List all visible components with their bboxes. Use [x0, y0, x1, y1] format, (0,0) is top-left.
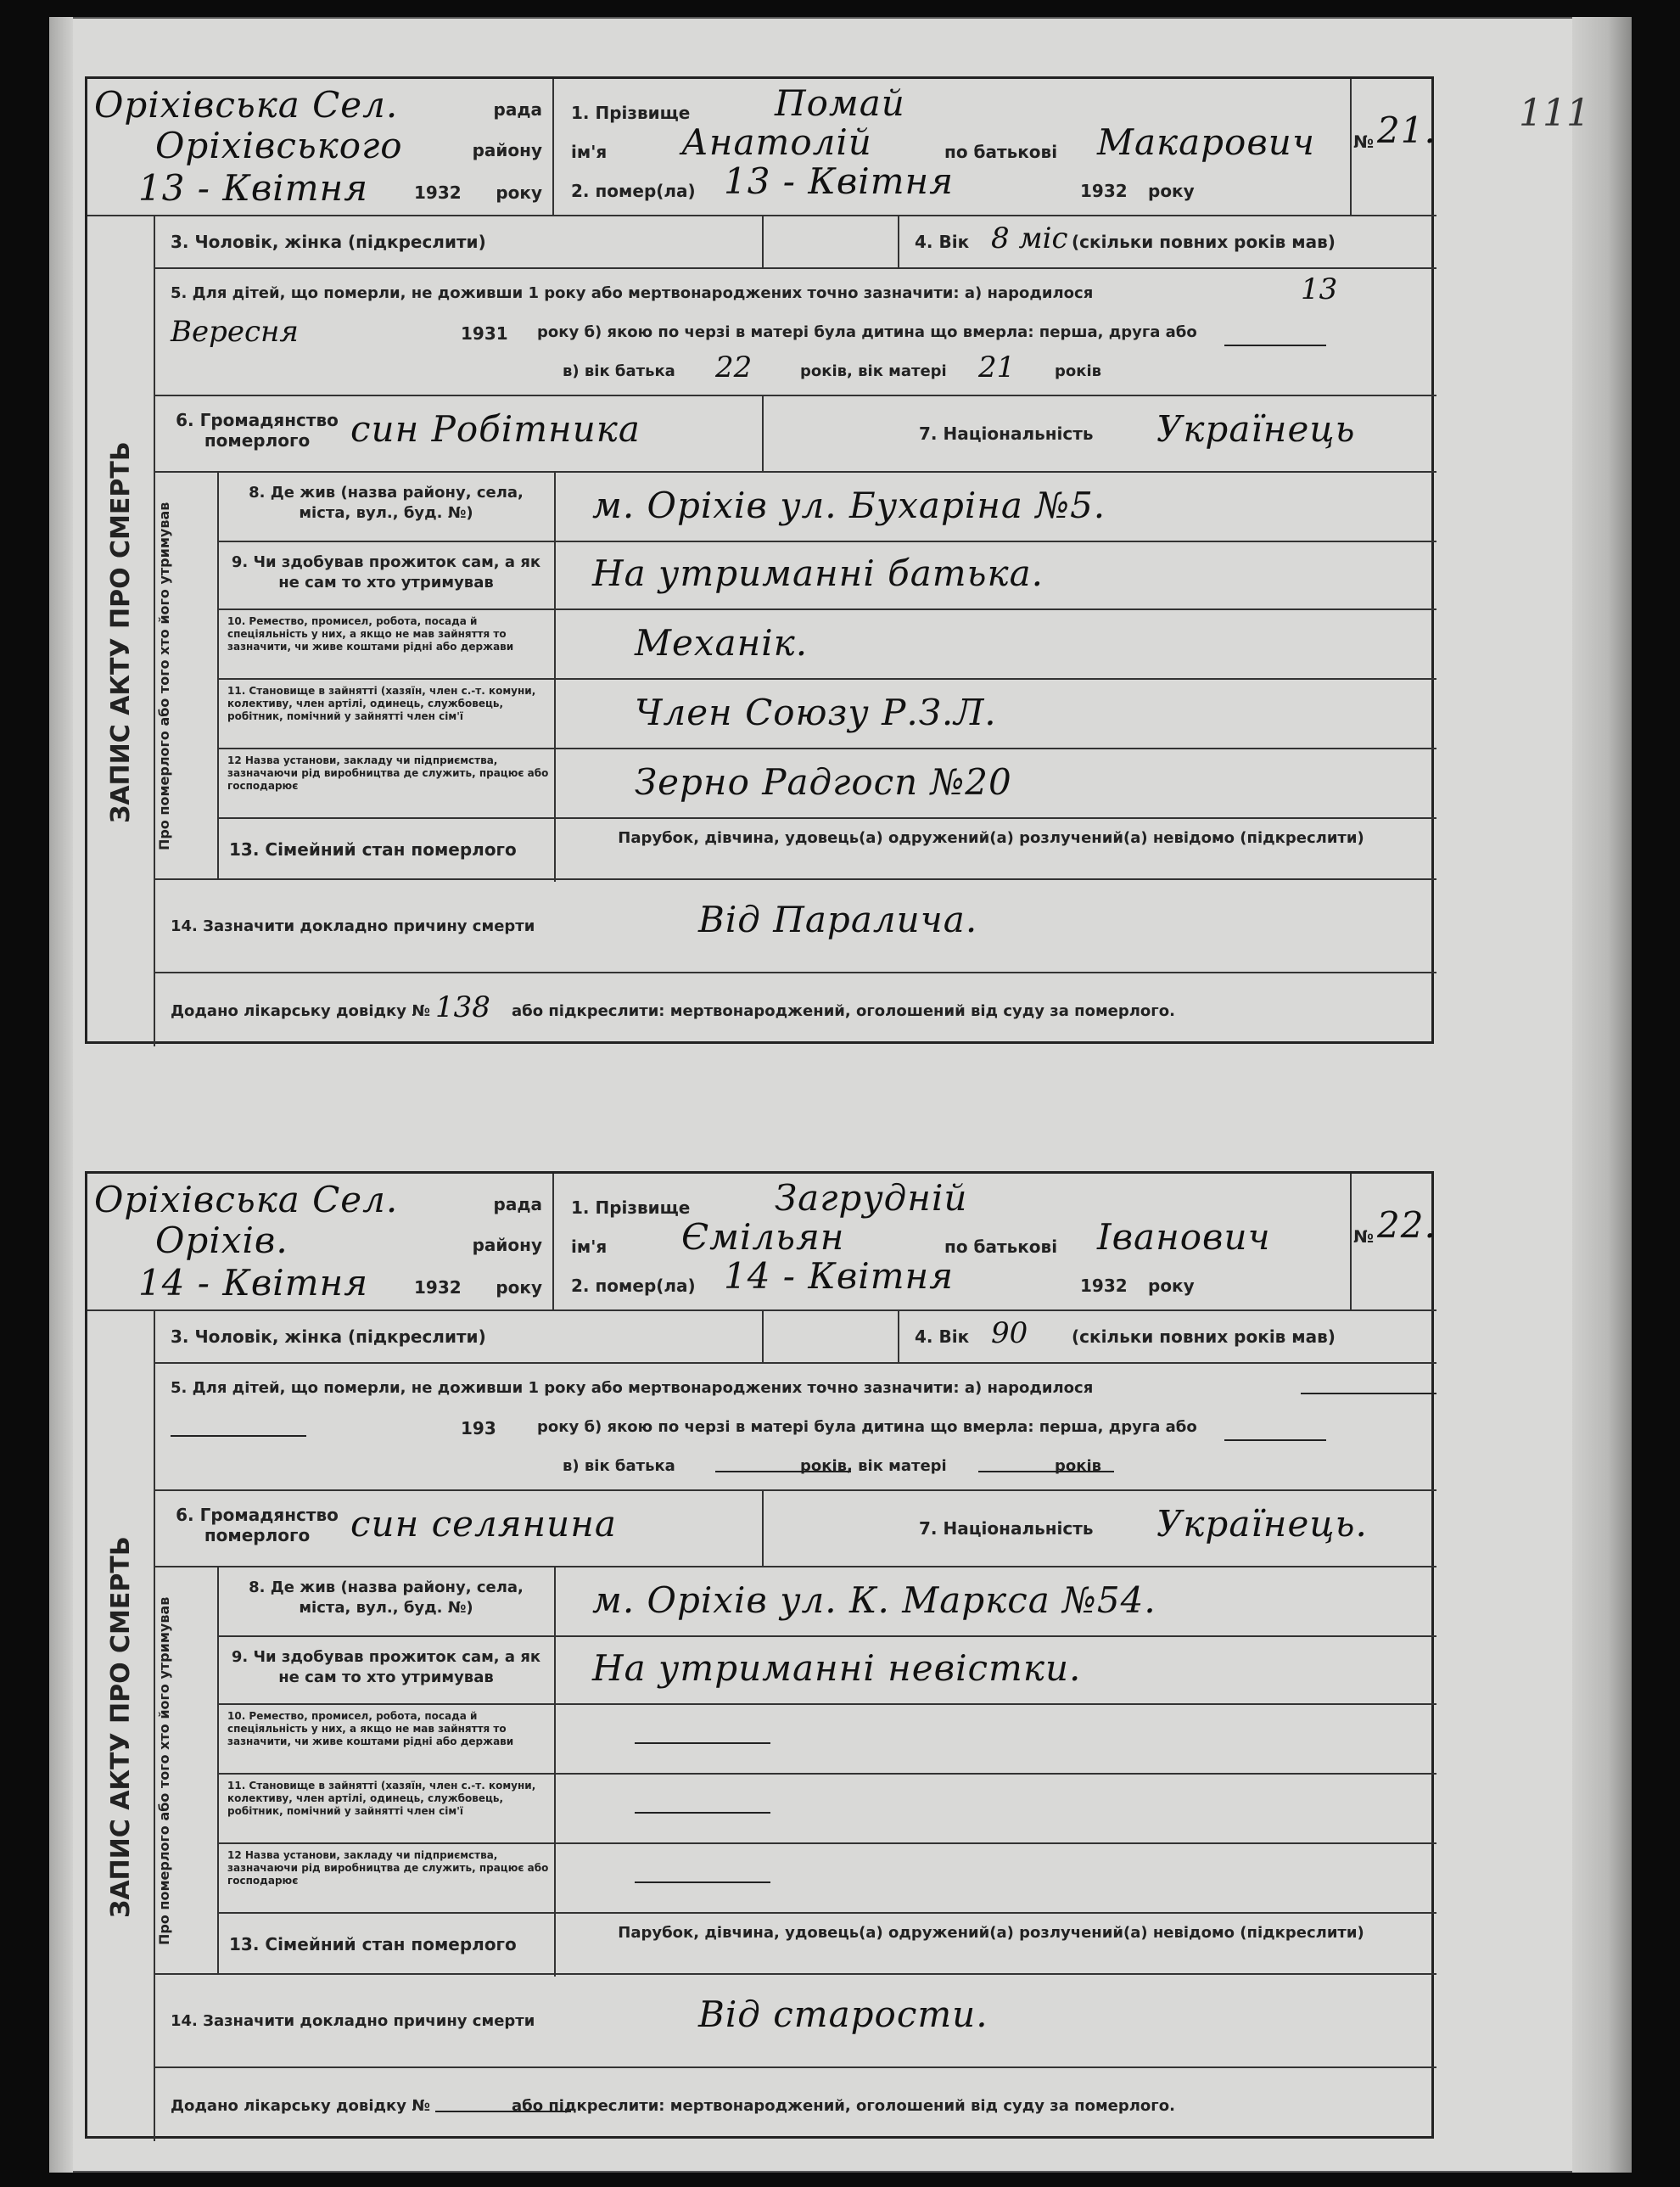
q11-label: 11. Становище в зайнятті (хазяїн, член с.-т. комуни, колективу, член артілі, одинець, службовець, робітник, помічний у зайнятті член сім'ї — [227, 1780, 536, 1817]
age-value: 8 міс — [991, 222, 1068, 255]
died-year-suffix: року — [1148, 181, 1195, 201]
name-label: ім'я — [571, 1236, 608, 1257]
sex-label: 3. Чоловік, жінка (підкреслити) — [171, 232, 486, 252]
citizenship-value: син селянина — [350, 1503, 617, 1545]
sex-label: 3. Чоловік, жінка (підкреслити) — [171, 1326, 486, 1347]
registration-year: 1932 — [414, 182, 462, 203]
sub-side-label: Про померлого або того хто його утримував — [156, 1596, 172, 1946]
q11-label: 11. Становище в зайнятті (хазяїн, член с.-т. комуни, колективу, член артілі, одинець, службовець, робітник, помічний у зайнятті член сім'ї — [227, 685, 536, 722]
registration-date: 13 - Квітня — [138, 167, 369, 209]
nationality-label: 7. Національність — [919, 1518, 1094, 1539]
death-record — [85, 76, 1434, 1044]
record-number: 21. — [1377, 109, 1436, 151]
age-suffix: (скільки повних років мав) — [1072, 1326, 1336, 1347]
q13-label: 13. Сімейний стан померлого — [229, 1934, 517, 1954]
died-date-value: 14 - Квітня — [724, 1255, 955, 1297]
registration-year: 1932 — [414, 1277, 462, 1298]
registration-year-suffix: року — [496, 1277, 542, 1298]
header-main — [554, 1174, 1352, 1309]
district-suffix: району — [472, 140, 542, 160]
cert-number: 138 — [435, 990, 490, 1024]
died-year: 1932 — [1080, 181, 1128, 201]
age-label: 4. Вік — [915, 1326, 970, 1347]
died-year-suffix: року — [1148, 1276, 1195, 1296]
nationality-value: Українець. — [1156, 1503, 1368, 1545]
row-sex-age — [155, 1311, 1436, 1362]
born-year: 1931 — [461, 323, 508, 344]
children-line2: року б) якою по черзі в матері була дитина що вмерла: перша, друга або — [537, 323, 1197, 341]
age-suffix: (скільки повних років мав) — [1072, 232, 1336, 252]
citizenship-label: 6. Громадянство померлого — [176, 410, 339, 451]
district-suffix: району — [472, 1235, 542, 1255]
q10-value — [635, 1717, 770, 1744]
citizenship-value: син Робітника — [350, 408, 641, 450]
row-citizenship — [155, 1489, 1436, 1567]
died-date-value: 13 - Квітня — [724, 160, 955, 202]
council-suffix: рада — [493, 1194, 542, 1214]
born-month: Вересня — [171, 315, 299, 349]
sub-side-column — [155, 1567, 219, 1975]
q8-value: м. Оріхів ул. К. Маркса №54. — [592, 1579, 1156, 1621]
q14-value: Від старости. — [698, 1994, 988, 2035]
name-label: ім'я — [571, 142, 608, 162]
q13-row — [219, 817, 1436, 882]
q10-row — [219, 608, 1436, 680]
surname-value: Помай — [775, 82, 905, 124]
born-year: 193 — [461, 1418, 496, 1438]
row-details-block — [155, 471, 1436, 880]
q9-label: 9. Чи здобував прожиток сам, а як не сам то хто утримував — [231, 1648, 541, 1686]
q10-label: 10. Ремество, промисел, робота, посада й спеціяльність у них, а якщо не мав зайняття то зазначити, чи живе коштами рідні або держави — [227, 615, 514, 653]
q11-value: Член Союзу Р.З.Л. — [635, 692, 997, 733]
q14-row — [155, 1973, 1436, 2068]
q12-label: 12 Назва установи, закладу чи підприємства, зазначаючи рід виробництва де служить, працює або господарює — [227, 754, 549, 792]
margin-note: 111 — [1519, 92, 1590, 135]
q8-value: м. Оріхів ул. Бухаріна №5. — [592, 485, 1106, 526]
children-line3a: в) вік батька — [563, 362, 675, 380]
mother-age: 21 — [978, 350, 1016, 384]
q8-row — [219, 1567, 1436, 1635]
nationality-label: 7. Національність — [919, 423, 1094, 444]
q11-row — [219, 678, 1436, 749]
district-value: Оріхів. — [155, 1220, 288, 1261]
registration-year-suffix: року — [496, 182, 542, 203]
row-children — [155, 1362, 1436, 1491]
header-number — [1352, 1174, 1436, 1309]
number-label: № — [1353, 1226, 1375, 1247]
cert-suffix: або підкреслити: мертвонароджений, оголошений від суду за померлого. — [512, 2097, 1175, 2115]
children-intro: 5. Для дітей, що померли, не доживши 1 року або мертвонароджених точно зазначити: а) народилося — [171, 284, 1094, 302]
side-title: ЗАПИС АКТУ ПРО СМЕРТЬ — [106, 1536, 136, 1918]
q10-label: 10. Ремество, промисел, робота, посада й спеціяльність у них, а якщо не мав зайняття то зазначити, чи живе коштами рідні або держави — [227, 1710, 514, 1747]
born-day — [1301, 1367, 1436, 1394]
cert-label: Додано лікарську довідку № — [171, 1002, 430, 1020]
surname-value: Загрудній — [775, 1177, 968, 1219]
q8-label: 8. Де жив (назва району, села, міста, вул., буд. №) — [249, 1579, 524, 1617]
cert-label: Додано лікарську довідку № — [171, 2097, 430, 2115]
q14-value: Від Паралича. — [698, 899, 978, 940]
binding-edge — [49, 17, 73, 2173]
children-line3c: років — [1055, 362, 1102, 380]
row-details-block — [155, 1566, 1436, 1975]
citizenship-label: 6. Громадянство померлого — [176, 1505, 339, 1545]
record-body — [155, 215, 1436, 1046]
q8-row — [219, 473, 1436, 541]
cert-suffix: або підкреслити: мертвонароджений, оголошений від суду за померлого. — [512, 1002, 1175, 1020]
q11-value — [635, 1786, 770, 1814]
q9-value: На утриманні невістки. — [592, 1647, 1082, 1689]
certificate-row — [155, 972, 1436, 1050]
patronymic-value: Іванович — [1097, 1216, 1271, 1258]
row-children — [155, 267, 1436, 396]
certificate-row — [155, 2066, 1436, 2145]
died-label: 2. помер(ла) — [571, 181, 696, 201]
surname-label: 1. Прізвище — [571, 103, 691, 123]
child-order-blank — [1224, 1439, 1326, 1441]
q9-row — [219, 1635, 1436, 1705]
q12-value — [635, 1856, 770, 1883]
q9-label: 9. Чи здобував прожиток сам, а як не сам то хто утримував — [231, 553, 541, 592]
q12-row — [219, 1842, 1436, 1914]
child-order-blank — [1224, 345, 1326, 346]
sub-side-label: Про померлого або того хто його утримував — [156, 502, 172, 851]
q12-label: 12 Назва установи, закладу чи підприємства, зазначаючи рід виробництва де служить, працює або господарює — [227, 1849, 549, 1887]
council-suffix: рада — [493, 99, 542, 120]
death-record — [85, 1171, 1434, 2139]
council-value: Оріхівська Сел. — [94, 1179, 399, 1220]
children-line3c: років — [1055, 1457, 1102, 1475]
children-intro: 5. Для дітей, що померли, не доживши 1 року або мертвонароджених точно зазначити: а) народилося — [171, 1379, 1094, 1397]
row-sex-age — [155, 216, 1436, 267]
q14-row — [155, 878, 1436, 973]
q9-row — [219, 541, 1436, 610]
born-day: 13 — [1301, 272, 1338, 306]
name-value: Ємільян — [681, 1216, 845, 1258]
record-body — [155, 1309, 1436, 2141]
patronymic-label: по батькові — [944, 1236, 1058, 1257]
children-line3b: років, вік матері — [800, 362, 947, 380]
page-fold-shadow — [1572, 17, 1632, 2173]
header-number — [1352, 79, 1436, 215]
sub-side-column — [155, 473, 219, 880]
header-left — [87, 79, 554, 215]
patronymic-value: Макарович — [1097, 121, 1315, 163]
record-number: 22. — [1377, 1204, 1436, 1246]
q13-row — [219, 1912, 1436, 1977]
side-column — [87, 1309, 155, 2141]
row-citizenship — [155, 395, 1436, 473]
q10-value: Механік. — [635, 622, 809, 664]
q14-label: 14. Зазначити докладно причину смерти — [171, 2012, 535, 2030]
q8-label: 8. Де жив (назва району, села, міста, вул., буд. №) — [249, 484, 524, 522]
children-line3a: в) вік батька — [563, 1457, 675, 1475]
header-left — [87, 1174, 554, 1309]
q10-row — [219, 1703, 1436, 1775]
children-line3b: років, вік матері — [800, 1457, 947, 1475]
surname-label: 1. Прізвище — [571, 1197, 691, 1218]
q9-value: На утриманні батька. — [592, 552, 1044, 594]
header-main — [554, 79, 1352, 215]
age-label: 4. Вік — [915, 232, 970, 252]
children-line2: року б) якою по черзі в матері була дитина що вмерла: перша, друга або — [537, 1418, 1197, 1436]
nationality-value: Українець — [1156, 408, 1356, 450]
died-label: 2. помер(ла) — [571, 1276, 696, 1296]
number-label: № — [1353, 132, 1375, 152]
q11-row — [219, 1773, 1436, 1844]
side-column — [87, 215, 155, 1046]
side-title: ЗАПИС АКТУ ПРО СМЕРТЬ — [106, 441, 136, 823]
district-value: Оріхівського — [155, 125, 403, 166]
q13-options: Парубок, дівчина, удовець(а) одружений(а) розлучений(а) невідомо (підкреслити) — [618, 829, 1364, 847]
age-value: 90 — [991, 1316, 1028, 1350]
registration-date: 14 - Квітня — [138, 1262, 369, 1304]
q13-options: Парубок, дівчина, удовець(а) одружений(а) розлучений(а) невідомо (підкреслити) — [618, 1924, 1364, 1942]
patronymic-label: по батькові — [944, 142, 1058, 162]
q12-row — [219, 748, 1436, 819]
council-value: Оріхівська Сел. — [94, 84, 399, 126]
name-value: Анатолій — [681, 121, 872, 163]
q14-label: 14. Зазначити докладно причину смерти — [171, 917, 535, 935]
q12-value: Зерно Радгосп №20 — [635, 761, 1012, 803]
died-year: 1932 — [1080, 1276, 1128, 1296]
father-age: 22 — [715, 350, 753, 384]
born-month — [171, 1410, 306, 1437]
q13-label: 13. Сімейний стан померлого — [229, 839, 517, 860]
